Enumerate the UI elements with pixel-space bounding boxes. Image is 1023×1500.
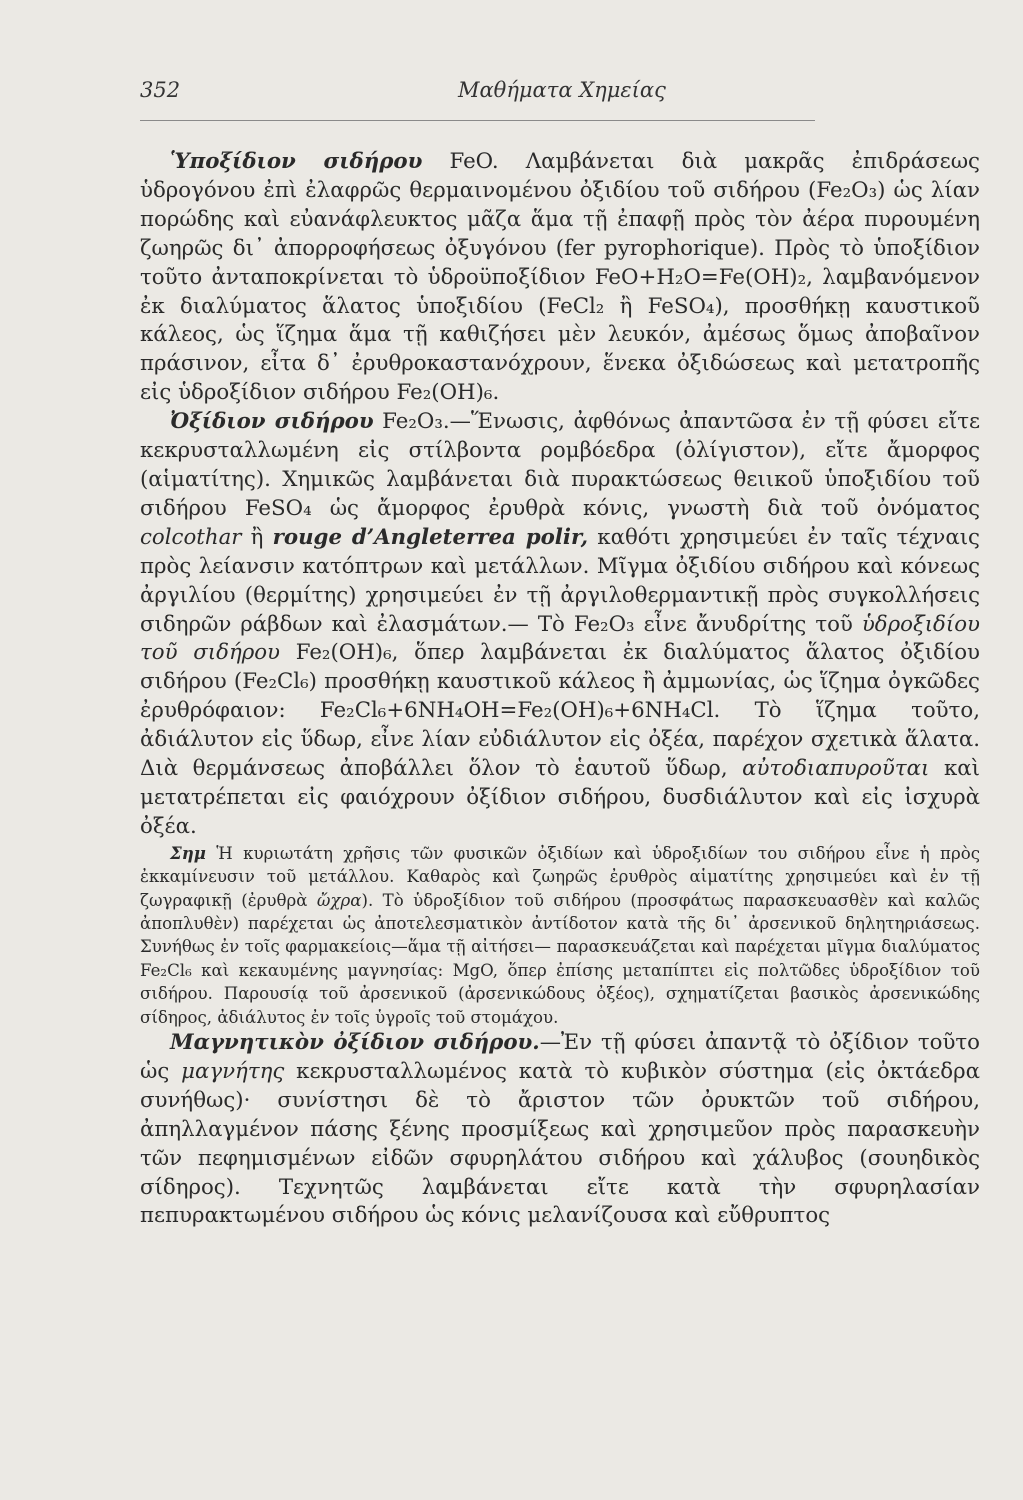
heading-magnetic-oxide: Μαγνητικὸν ὀξίδιον σιδήρου. (170, 1030, 540, 1055)
term-rouge: rouge d’Angleterrea polir, (272, 524, 589, 550)
paragraph-ferric-oxide (140, 408, 980, 842)
page-header (140, 78, 963, 112)
paragraph-magnetic-oxide (140, 1029, 980, 1231)
term-colcothar: colcothar (140, 524, 242, 550)
note-label: Σημ (170, 842, 206, 863)
footnote-note (140, 842, 980, 1029)
text-magnetic-oxide-2: κεκρυσταλλωμένος κατὰ τὸ κυβικὸν σύστημα (εἰς ὀκτάεδρα συνήθως)· συνίστησι δὲ τὸ ἄριστον τῶν ὀρυκτῶν τοῦ σιδήρου, ἀπηλλαγμένον πάσης ξένης προσμίξεως καὶ χρησιμεῦον πρὸς παρασκευὴν τῶν πεφημισμένων εἰδῶν σφυρηλάτου σιδήρου καὶ χάλυβος (σουηδικὸς σίδηρος). Τεχνητῶς λαμβάνεται εἴτε κατὰ τὴν σφυρηλασίαν πεπυρακτωμένου σιδήρου ὡς κόνις μελανίζουσα καὶ εὔθρυπτος (140, 1058, 980, 1229)
term-ochre: ὤχρα (316, 890, 362, 910)
note-text-1: Ἡ κυριωτάτη χρῆσις τῶν φυσικῶν ὀξιδίων καὶ ὑδροξιδίων του σιδήρου εἶνε ἡ πρὸς ἐκκαμίνευσιν τοῦ μετάλλου. Καθαρὸς καὶ ζωηρῶς ἐρυθρὸς αἱματίτης χρησιμεύει καὶ ἐν τῇ ζωγραφικῇ (ἐρυθρὰ (140, 843, 980, 910)
header-rule (140, 120, 815, 121)
note-text-2: ). Τὸ ὑδροξίδιον τοῦ σιδήρου (προσφάτως παρασκευασθὲν καὶ καλῶς ἀποπλυθὲν) παρέχεται ὡς ἀποτελεσματικὸν ἀντίδοτον κατὰ τῆς δι᾽ ἀρσενικοῦ δηλητηριάσεως. Συνήθως ἐν τοῖς φαρμακείοις—ἅμα τῇ αἰτήσει— παρασκευάζεται καὶ παρέχεται μῖγμα διαλύματος Fe₂Cl₆ καὶ κεκαυμένης μαγνησίας: MgO, ὅπερ ἐπίσης μεταπίπτει εἰς πολτῶδες ὑδροξίδιον τοῦ σιδήρου. Παρουσίᾳ τοῦ ἀρσενικοῦ (ἀρσενικώδους ὀξέος), σχηματίζεται βασικὸς ἀρσενικώδης σίδηρος, ἀδιάλυτος ἐν τοῖς ὑγροῖς τοῦ στομάχου. (140, 890, 980, 1027)
text-ferric-oxide-3: Fe₂(OH)₆, ὅπερ λαμβάνεται ἐκ διαλύματος ἅλατος ὀξιδίου σιδήρου (Fe₂Cl₆) προσθήκῃ καυστικοῦ κάλεος ἢ ἀμμωνίας, ὡς ἵζημα ὀγκῶδες ἐρυθρόφαιον: Fe₂Cl₆+6NH₄OH=Fe₂(OH)₆+6NH₄Cl. Τὸ ἵζημα τοῦτο, ἀδιάλυτον εἰς ὕδωρ, εἶνε λίαν εὐδιάλυτον εἰς ὀξέα, παρέχον σχετικὰ ἅλατα. Διὰ θερμάνσεως ἀποβάλλει ὅλον τὸ ἑαυτοῦ ὕδωρ, (140, 640, 980, 782)
heading-ferric-oxide: Ὀξίδιον σιδήρου (170, 409, 374, 435)
page-number: 352 (140, 78, 181, 102)
term-magnetite: μαγνήτης (181, 1058, 285, 1084)
page-body (140, 148, 980, 1231)
text-ferric-oxide-2: καθότι χρησιμεύει ἐν ταῖς τέχναις πρὸς λείανσιν κατόπτρων καὶ μετάλλων. Μῖγμα ὀξιδίου σιδήρου καὶ κόνεως ἀργιλίου (θερμίτης) χρησιμεύει ἐν τῇ ἀργιλοθερμαντικῇ πρὸς συγκολλήσεις σιδηρῶν ράβδων καὶ ἐλασμάτων.— Τὸ Fe₂O₃ εἶνε ἄνυδρίτης τοῦ (140, 524, 980, 637)
text-magnetic-oxide-1: —Ἐν τῇ φύσει ἀπαντᾷ τὸ ὀξίδιον τοῦτο ὡς (140, 1030, 980, 1084)
text-ferric-oxide-1: Fe₂O₃.—Ἕνωσις, ἀφθόνως ἀπαντῶσα ἐν τῇ φύσει εἴτε κεκρυσταλλωμένη εἰς στίλβοντα ρομβόεδρα (ὀλίγιστον), εἴτε ἄμορφος (αἱματίτης). Χημικῶς λαμβάνεται διὰ πυρακτώσεως θειικοῦ ὑποξιδίου τοῦ σιδήρου FeSO₄ ὡς ἄμορφος ἐρυθρὰ κόνις, γνωστὴ διὰ τοῦ ὀνόματος (140, 409, 981, 521)
paragraph-ferrous-oxide (140, 148, 980, 408)
text-ferrous-oxide: FeO. Λαμβάνεται διὰ μακρᾶς ἐπιδράσεως ὑδρογόνου ἐπὶ ἐλαφρῶς θερμαινομένου ὀξιδίου τοῦ σιδήρου (Fe₂O₃) ὡς λίαν πορώδης καὶ εὐανάφλευκτος μᾶζα ἅμα τῇ ἐπαφῇ πρὸς τὸν ἀέρα πυρουμένη ζωηρῶς δι᾽ ἀπορροφήσεως ὀξυγόνου (fer pyrophorique). Πρὸς τὸ ὑποξίδιον τοῦτο ἀνταποκρίνεται τὸ ὑδροϋποξίδιον FeO+H₂O=Fe(OH)₂, λαμβανόμενον ἐκ διαλύματος ἅλατος ὑποξιδίου (FeCl₂ ἢ FeSO₄), προσθήκῃ καυστικοῦ κάλεος, ὡς ἵζημα ἅμα τῇ καθιζήσει μὲν λευκόν, ἀμέσως ὅμως ἀποβαῖνον πράσινον, εἶτα δ᾽ ἐρυθροκαστανόχρουν, ἕνεκα ὀξιδώσεως καὶ μετατροπῆς εἰς ὑδροξίδιον σιδήρου Fe₂(OH)₆. (140, 149, 980, 406)
running-title: Μαθήματα Χημείας (458, 78, 666, 102)
text-or: ἢ (241, 524, 273, 550)
term-self-ignites: αὐτοδιαπυροῦται (742, 756, 930, 782)
text-ferric-oxide-4: καὶ μετατρέπεται εἰς φαιόχρουν ὀξίδιον σιδήρου, δυσδιάλυτον καὶ εἰς ἰσχυρὰ ὀξέα. (140, 756, 980, 839)
heading-ferrous-oxide: Ὑποξίδιον σιδήρου (170, 149, 423, 174)
term-hydroxide: ὑδροξιδίου τοῦ σιδήρου (140, 611, 980, 666)
